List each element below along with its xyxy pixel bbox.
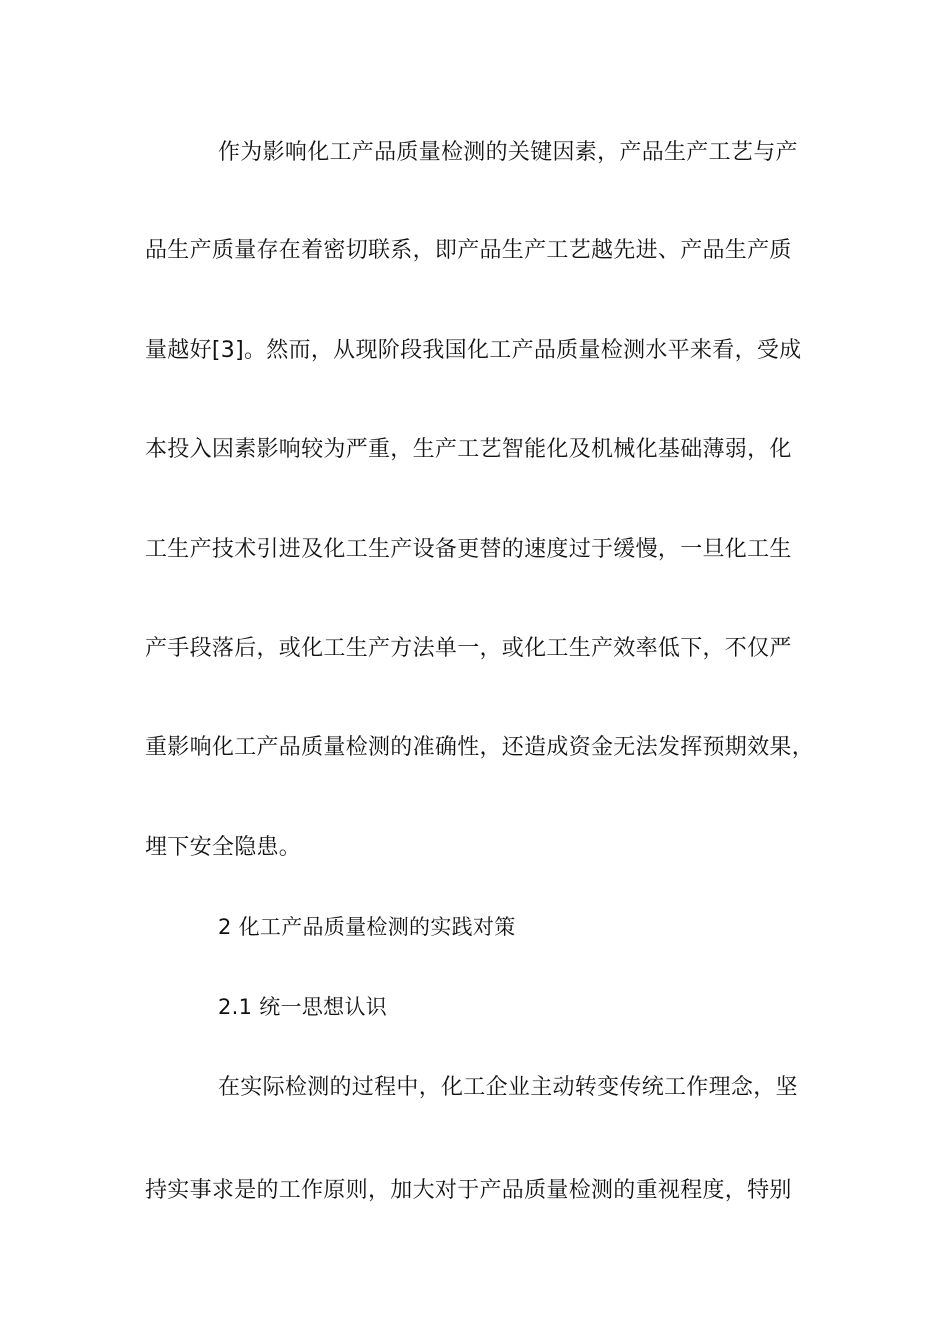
paragraph-1-line-3: 量越好[3]。然而，从现阶段我国化工产品质量检测水平来看，受成 — [145, 338, 802, 363]
paragraph-1-line-2: 品生产质量存在着密切联系，即产品生产工艺越先进、产品生产质 — [145, 238, 792, 263]
paragraph-1-line-8: 埋下安全隐患。 — [145, 835, 302, 860]
paragraph-1-line-6: 产手段落后，或化工生产方法单一，或化工生产效率低下，不仅严 — [145, 636, 792, 661]
paragraph-1-line-7: 重影响化工产品质量检测的准确性，还造成资金无法发挥预期效果， — [145, 735, 815, 760]
subsection-heading: 2.1 统一思想认识 — [218, 995, 388, 1019]
section-heading: 2 化工产品质量检测的实践对策 — [218, 915, 516, 939]
paragraph-2-line-1: 在实际检测的过程中，化工企业主动转变传统工作理念，坚 — [218, 1075, 798, 1100]
paragraph-2-line-2: 持实事求是的工作原则，加大对于产品质量检测的重视程度，特别 — [145, 1178, 792, 1203]
paragraph-1-line-1: 作为影响化工产品质量检测的关键因素，产品生产工艺与产 — [218, 140, 798, 165]
paragraph-1-line-5: 工生产技术引进及化工生产设备更替的速度过于缓慢，一旦化工生 — [145, 537, 792, 562]
paragraph-1-line-4: 本投入因素影响较为严重，生产工艺智能化及机械化基础薄弱，化 — [145, 437, 792, 462]
